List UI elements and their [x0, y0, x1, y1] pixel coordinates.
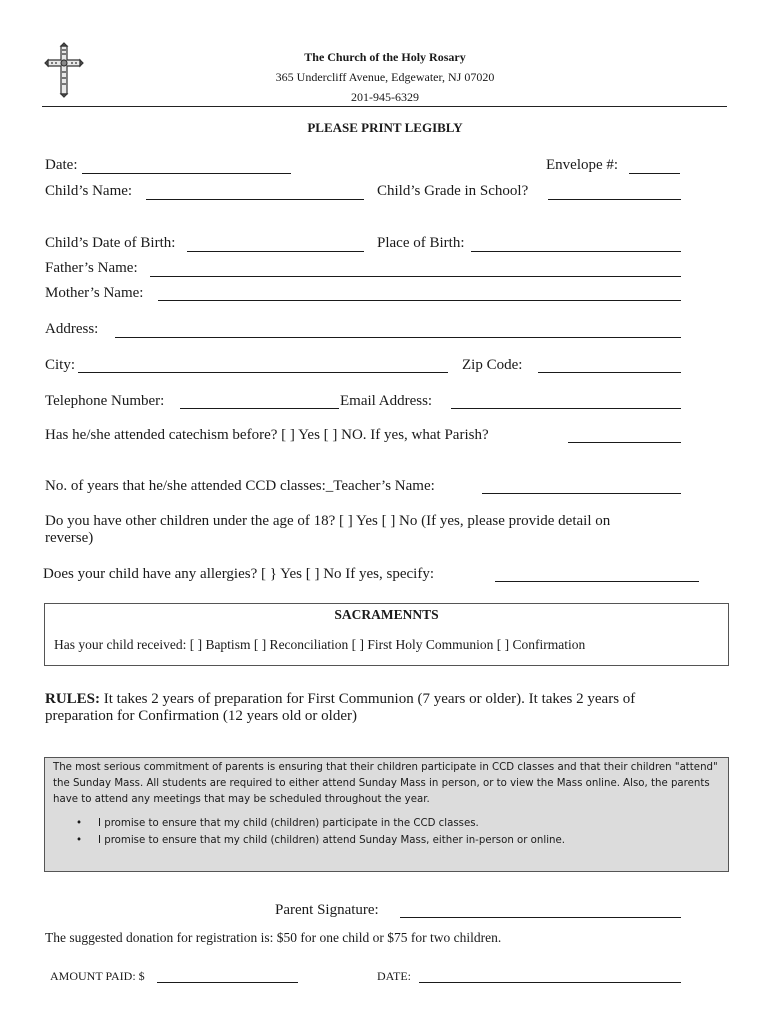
teacher-name-field[interactable] [482, 493, 681, 494]
zip-field[interactable] [538, 372, 681, 373]
footer-date-label: DATE: [377, 969, 411, 983]
father-name-field[interactable] [150, 276, 681, 277]
child-dob-field[interactable] [187, 251, 364, 252]
envelope-label: Envelope #: [546, 157, 619, 173]
telephone-label: Telephone Number: [45, 393, 165, 409]
commitment-bullet-2: I promise to ensure that my child (children) attend Sunday Mass, either in-person or online. [98, 835, 565, 846]
rules-line-1 [45, 691, 635, 708]
catechism-question: Has he/she attended catechism before? [ ] Yes [ ] NO. If yes, what Parish? [45, 427, 489, 443]
church-name: The Church of the Holy Rosary [304, 50, 466, 64]
father-name-label: Father’s Name: [45, 260, 138, 276]
rules-line-2: preparation for Confirmation (12 years old or older) [45, 708, 357, 724]
amount-paid-label: AMOUNT PAID: $ [50, 969, 145, 983]
bullet-dot-icon: • [76, 835, 83, 846]
header-divider [42, 106, 727, 107]
envelope-field[interactable] [629, 173, 680, 174]
email-field[interactable] [451, 408, 681, 409]
child-grade-label: Child’s Grade in School? [377, 183, 529, 199]
mother-name-field[interactable] [158, 300, 681, 301]
place-of-birth-field[interactable] [471, 251, 681, 252]
date-field[interactable] [82, 173, 291, 174]
sacraments-checklist: Has your child received: [ ] Baptism [ ] Reconciliation [ ] First Holy Communion [ ] Confirmation [54, 637, 586, 652]
bullet-dot-icon: • [76, 818, 83, 829]
footer-date-field[interactable] [419, 982, 681, 983]
rules-text: It takes 2 years of preparation for First Communion (7 years or older). It takes 2 years of [100, 691, 636, 707]
email-label: Email Address: [340, 393, 433, 409]
commitment-bullet-1: I promise to ensure that my child (children) participate in the CCD classes. [98, 818, 479, 829]
allergies-question: Does your child have any allergies? [ } Yes [ ] No If yes, specify: [43, 566, 434, 582]
church-address: 365 Undercliff Avenue, Edgewater, NJ 07020 [275, 70, 495, 84]
child-grade-field[interactable] [548, 199, 681, 200]
parent-signature-label: Parent Signature: [275, 902, 379, 918]
date-label: Date: [45, 157, 78, 173]
allergies-field[interactable] [495, 581, 699, 582]
church-phone: 201-945-6329 [351, 90, 419, 104]
zip-label: Zip Code: [462, 357, 523, 373]
parish-field[interactable] [568, 442, 681, 443]
telephone-field[interactable] [180, 408, 339, 409]
rules-label: RULES: [45, 691, 101, 707]
city-field[interactable] [78, 372, 448, 373]
other-children-question-cont: reverse) [45, 530, 94, 546]
address-label: Address: [45, 321, 99, 337]
amount-paid-field[interactable] [157, 982, 298, 983]
commitment-paragraph: The most serious commitment of parents is ensuring that their children participate in CCD classes and that their children "attend" the Sunday Mass. All students are required to either attend Sunday Mass in person, or to view the Mass online. Also, the parents have to attend any meetings that may be scheduled throughout the year. [53, 762, 718, 805]
mother-name-label: Mother’s Name: [45, 285, 144, 301]
city-label: City: [45, 357, 76, 373]
ccd-years-label: No. of years that he/she attended CCD classes:_Teacher’s Name: [45, 478, 435, 494]
parent-signature-field[interactable] [400, 917, 681, 918]
sacraments-title: SACRAMENNTS [334, 607, 439, 622]
address-field[interactable] [115, 337, 681, 338]
donation-note: The suggested donation for registration is: $50 for one child or $75 for two children. [45, 930, 502, 945]
child-name-label: Child’s Name: [45, 183, 133, 199]
print-legibly-instruction: PLEASE PRINT LEGIBLY [307, 120, 463, 135]
other-children-question: Do you have other children under the age of 18? [ ] Yes [ ] No (If yes, please provide detail on [45, 513, 611, 529]
place-of-birth-label: Place of Birth: [377, 235, 465, 251]
child-name-field[interactable] [146, 199, 364, 200]
child-dob-label: Child’s Date of Birth: [45, 235, 176, 251]
